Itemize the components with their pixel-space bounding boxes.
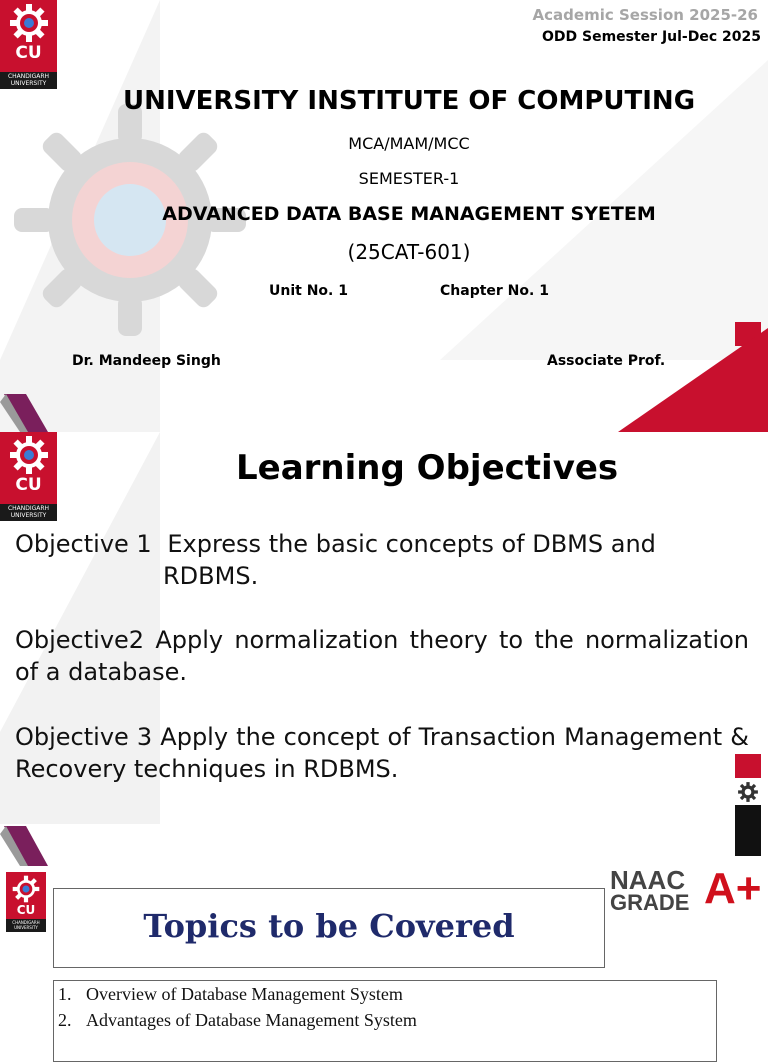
- course-code: (25CAT-601): [347, 240, 471, 264]
- black-bar-decoration: [735, 824, 761, 856]
- list-item: [54, 981, 716, 1007]
- unit-number: Unit No. 1: [269, 283, 348, 299]
- instructor-name: Dr. Mandeep Singh: [72, 353, 221, 369]
- red-triangle-decoration: [618, 328, 768, 432]
- semester-period: ODD Semester Jul-Dec 2025: [541, 29, 761, 45]
- naac-badge: [608, 864, 768, 915]
- objective-text: Apply the concept of Transaction Management & Recovery techniques in RDBMS.: [15, 723, 749, 783]
- gear-logo-icon: [12, 875, 40, 903]
- list-item-text: Advantages of Database Management System: [86, 1010, 417, 1030]
- list-item-number: 1.: [58, 984, 72, 1004]
- institute-title: UNIVERSITY INSTITUTE OF COMPUTING: [122, 86, 696, 116]
- instructor-designation: Associate Prof.: [547, 353, 666, 369]
- logo-text: CU: [15, 475, 42, 495]
- slide-title: Learning Objectives: [236, 448, 619, 488]
- course-title: ADVANCED DATA BASE MANAGEMENT SYETEM: [162, 203, 656, 225]
- objective-text-line2: RDBMS.: [163, 562, 259, 590]
- objective-text: Apply normalization theory to the normalization of a database.: [15, 626, 749, 686]
- small-gear-icon: [737, 781, 759, 803]
- objective-label: Objective 1: [15, 530, 152, 558]
- grade-label: GRADE: [610, 890, 690, 915]
- cu-logo: [0, 0, 57, 89]
- logo-subtitle: CHANDIGARH UNIVERSITY: [0, 72, 57, 89]
- cu-logo: [6, 872, 46, 932]
- topics-slide: [0, 824, 768, 1030]
- topics-list: [53, 980, 717, 1062]
- objective-2: [15, 624, 749, 688]
- black-bar-decoration: [735, 805, 761, 824]
- objective-label: Objective 3: [15, 723, 153, 751]
- grade-value: A+: [704, 864, 762, 913]
- objective-1: [15, 528, 749, 592]
- slide-title: Topics to be Covered: [143, 907, 515, 945]
- gear-logo-icon: [9, 3, 49, 43]
- list-item-number: 2.: [58, 1010, 72, 1030]
- gear-logo-icon: [9, 435, 49, 475]
- logo-text: CU: [16, 903, 36, 917]
- title-slide: [0, 0, 768, 432]
- naac-label: NAAC: [610, 865, 686, 895]
- programs: MCA/MAM/MCC: [348, 134, 470, 153]
- semester-label: SEMESTER-1: [358, 169, 460, 188]
- diagonal-stripe-decoration: [0, 394, 50, 432]
- objective-text-line1: Express the basic concepts of DBMS and: [167, 530, 656, 558]
- cu-logo: [0, 432, 57, 521]
- objective-3: [15, 721, 749, 785]
- list-item: [54, 1007, 716, 1033]
- academic-session: Academic Session 2025-26: [532, 6, 758, 24]
- topics-title-box: [53, 888, 605, 968]
- logo-subtitle: CHANDIGARH UNIVERSITY: [0, 504, 57, 521]
- chapter-number: Chapter No. 1: [440, 283, 549, 299]
- list-item-text: Overview of Database Management System: [86, 984, 403, 1004]
- objective-label: Objective2: [15, 626, 145, 654]
- diagonal-stripe-decoration: [0, 826, 50, 866]
- red-square-decoration: [735, 754, 761, 778]
- objectives-slide: [0, 432, 768, 824]
- logo-subtitle: CHANDIGARH UNIVERSITY: [6, 919, 46, 932]
- logo-text: CU: [15, 43, 42, 63]
